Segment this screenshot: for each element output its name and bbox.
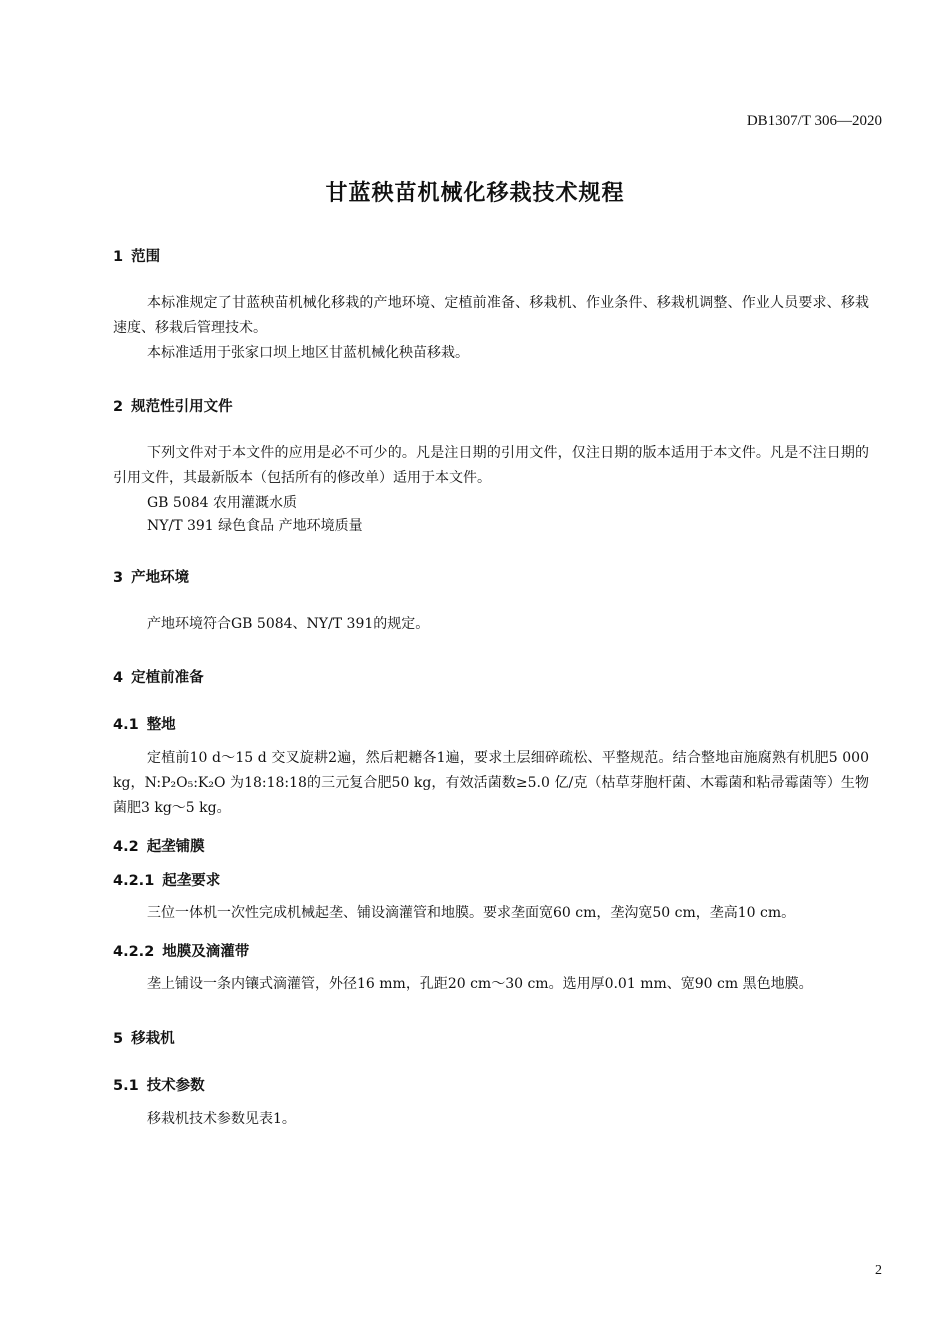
document-code: DB1307/T 306—2020 <box>746 113 882 129</box>
section-number: 4.2.2 <box>113 944 155 960</box>
section-4-1-paragraph-1: 定植前10 d～15 d 交叉旋耕2遍，然后耙耱各1遍，要求土层细碎疏松、平整规范。结合整地亩施腐熟有机肥5 000 kg，N:P₂O₅:K₂O 为18:18:18的三元复合肥50 kg，有效活菌数≥5.0 亿/克（枯草芽胞杆菌、木霉菌和粘帚霉菌等）生物菌肥3 kg～5 kg。 <box>113 750 869 816</box>
page-number: 2 <box>875 1263 882 1278</box>
section-5-1-paragraph-1: 移栽机技术参数见表1。 <box>147 1111 296 1127</box>
document-title: 甘蓝秧苗机械化移栽技术规程 <box>325 181 625 206</box>
reference-nyt391: NY/T 391 绿色食品 产地环境质量 <box>147 518 363 534</box>
reference-gb5084: GB 5084 农用灌溉水质 <box>147 495 298 511</box>
section-number: 4 <box>113 670 124 686</box>
section-4-heading <box>113 666 204 687</box>
section-title: 范围 <box>131 249 161 265</box>
section-title: 规范性引用文件 <box>131 399 233 415</box>
section-4-2-heading <box>113 835 205 856</box>
section-3-heading <box>113 566 189 587</box>
section-1-paragraph-2: 本标准适用于张家口坝上地区甘蓝机械化秧苗移栽。 <box>147 345 469 361</box>
section-2-paragraph-1: 下列文件对于本文件的应用是必不可少的。凡是注日期的引用文件，仅注日期的版本适用于本文件。凡是不注日期的引用文件，其最新版本（包括所有的修改单）适用于本文件。 <box>113 445 869 486</box>
section-number: 5.1 <box>113 1078 139 1094</box>
section-2-heading <box>113 395 233 416</box>
section-5-heading <box>113 1027 175 1048</box>
section-title: 产地环境 <box>131 570 190 586</box>
section-4-2-1-heading <box>113 869 220 890</box>
section-number: 4.1 <box>113 717 139 733</box>
section-title: 定植前准备 <box>131 670 204 686</box>
section-3-paragraph-1: 产地环境符合GB 5084、NY/T 391的规定。 <box>147 616 430 632</box>
section-4-1-heading <box>113 713 176 734</box>
section-4-2-2-paragraph-1: 垄上铺设一条内镶式滴灌管，外径16 mm，孔距20 cm～30 cm。选用厚0.01 mm、宽90 cm 黑色地膜。 <box>147 976 813 992</box>
section-number: 3 <box>113 570 124 586</box>
section-title: 起垄要求 <box>162 873 221 889</box>
section-1-heading <box>113 245 160 266</box>
section-4-2-2-heading <box>113 940 249 961</box>
section-number: 2 <box>113 399 124 415</box>
section-title: 整地 <box>146 717 176 733</box>
section-title: 移栽机 <box>131 1031 175 1047</box>
section-title: 技术参数 <box>146 1078 205 1094</box>
section-number: 4.2.1 <box>113 873 155 889</box>
section-5-1-heading <box>113 1074 205 1095</box>
section-title: 地膜及滴灌带 <box>162 944 250 960</box>
section-number: 4.2 <box>113 839 139 855</box>
section-number: 5 <box>113 1031 124 1047</box>
section-1-paragraph-1: 本标准规定了甘蓝秧苗机械化移栽的产地环境、定植前准备、移栽机、作业条件、移栽机调整、作业人员要求、移栽速度、移栽后管理技术。 <box>113 295 869 336</box>
section-title: 起垄铺膜 <box>146 839 205 855</box>
section-number: 1 <box>113 249 124 265</box>
section-4-2-1-paragraph-1: 三位一体机一次性完成机械起垄、铺设滴灌管和地膜。要求垄面宽60 cm，垄沟宽50 cm，垄高10 cm。 <box>147 905 796 921</box>
